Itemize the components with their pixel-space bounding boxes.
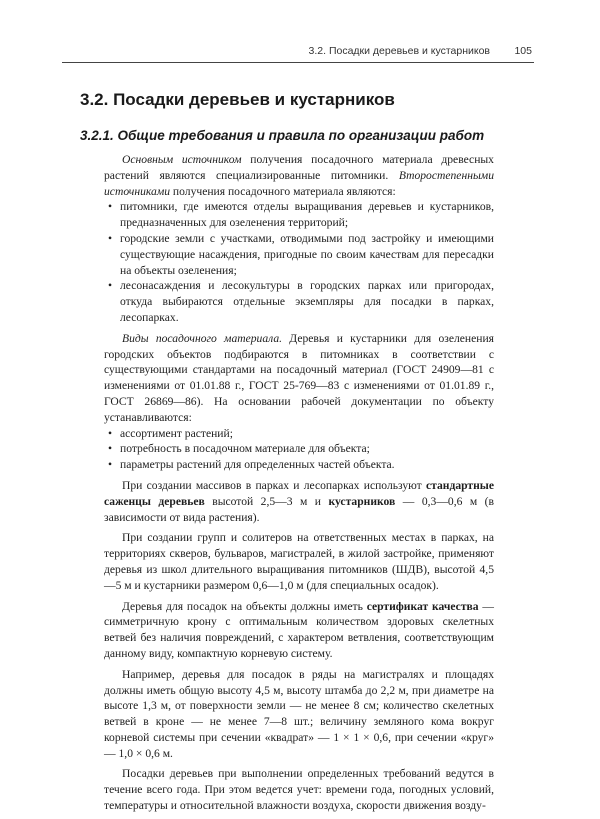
paragraph-planting-time: Посадки деревьев при выполнении определенных требований ведутся в течение всего года. При этом ведется учет: времени года, погодных условий, температуры и относительной влажности воздуха, скорости движения возду- — [104, 767, 494, 813]
paragraph-material-types: Виды посадочного материала. Деревья и кустарники для озеленения городских объектов подбираются в питомниках в соответствии с существующими стандартами на посадочный материал (ГОСТ 24909—81 с изменениями от 01.01.88 г., ГОСТ 25-769—83 с изменениями от 01.01.89 г., ГОСТ 26869—86). На основании рабочей документации по объекту устанавливаются: — [104, 331, 494, 424]
body-text — [104, 152, 494, 819]
sources-list — [104, 199, 494, 325]
list-item: • параметры растений для определенных частей объекта. — [108, 458, 395, 472]
running-header-title: 3.2. Посадки деревьев и кустарников — [308, 45, 490, 57]
requirements-list — [104, 426, 494, 473]
term-secondary-sources: Второстепенными источниками — [104, 168, 494, 198]
term-shrubs: кустарников — [328, 494, 396, 508]
page-number: 105 — [514, 45, 532, 57]
running-header — [62, 44, 534, 63]
paragraph-groups-solitaires: При создании групп и солитеров на ответственных местах в парках, на территориях скверов, бульваров, магистралей, в жилой застройке, применяют деревья из школ длительного выращивания питомников (ШДВ), высотой 4,5—5 м и кустарники размером 0,6—1,0 м (для специальных осадок). — [104, 531, 494, 592]
term-material-types: Виды посадочного материала. — [122, 331, 283, 345]
term-standard-seedlings: стандартные саженцы деревьев — [104, 478, 494, 508]
paragraph-standard-seedlings: При создании массивов в парках и лесопарках используют стандартные саженцы деревьев высотой 2,5—3 м и кустарников — 0,3—0,6 м (в зависимости от вида растения). — [104, 478, 494, 524]
term-primary-source: Основным источником — [122, 153, 242, 166]
list-item: • потребность в посадочном материале для объекта; — [108, 442, 370, 456]
paragraph-example: Например, деревья для посадок в ряды на магистралях и площадях должны иметь общую высоту 4,5 м, высоту штамба до 2,2 м, при диаметре на высоте 1,3 м, от поверхности земли — не менее 8 см; количество скелетных ветвей в кроне — не менее 7—8 шт.; величину земляного кома вокруг корневой системы при сечении «квадрат» — 1 × 1 × 0,6, при сечении «круг» — 1,0 × 0,6 м. — [104, 667, 494, 760]
list-item: • лесонасаждения и лесокультуры в городских парках или пригородах, откуда выбираются отдельные экземпляры для посадки в парках, лесопарках. — [108, 279, 494, 324]
list-item: • городские земли с участками, отводимыми под застройку и имеющими существующие насаждения, пригодные по своим качествам для пересадки на объекты озеленения; — [108, 231, 494, 277]
list-item: • питомники, где имеются отделы выращивания деревьев и кустарников, предназначенных для озеленения территорий; — [108, 200, 494, 230]
term-quality-certificate: сертификат качества — [366, 599, 479, 613]
paragraph-sources: Основным источником получения посадочного материала древесных растений являются специализированные питомники. Второстепенными источниками получения посадочного материала являются: — [104, 153, 494, 198]
subsection-title: 3.2.1. Общие требования и правила по организации работ — [80, 128, 485, 143]
section-title: 3.2. Посадки деревьев и кустарников — [80, 90, 395, 109]
paragraph-quality-certificate: Деревья для посадок на объекты должны иметь сертификат качества — симметричную крону с оптимальным количеством здоровых скелетных ветвей без наличия повреждений, с характером ветвления, соответствующим данному виду, компактную корневую систему. — [104, 599, 494, 660]
list-item: • ассортимент растений; — [108, 426, 233, 440]
